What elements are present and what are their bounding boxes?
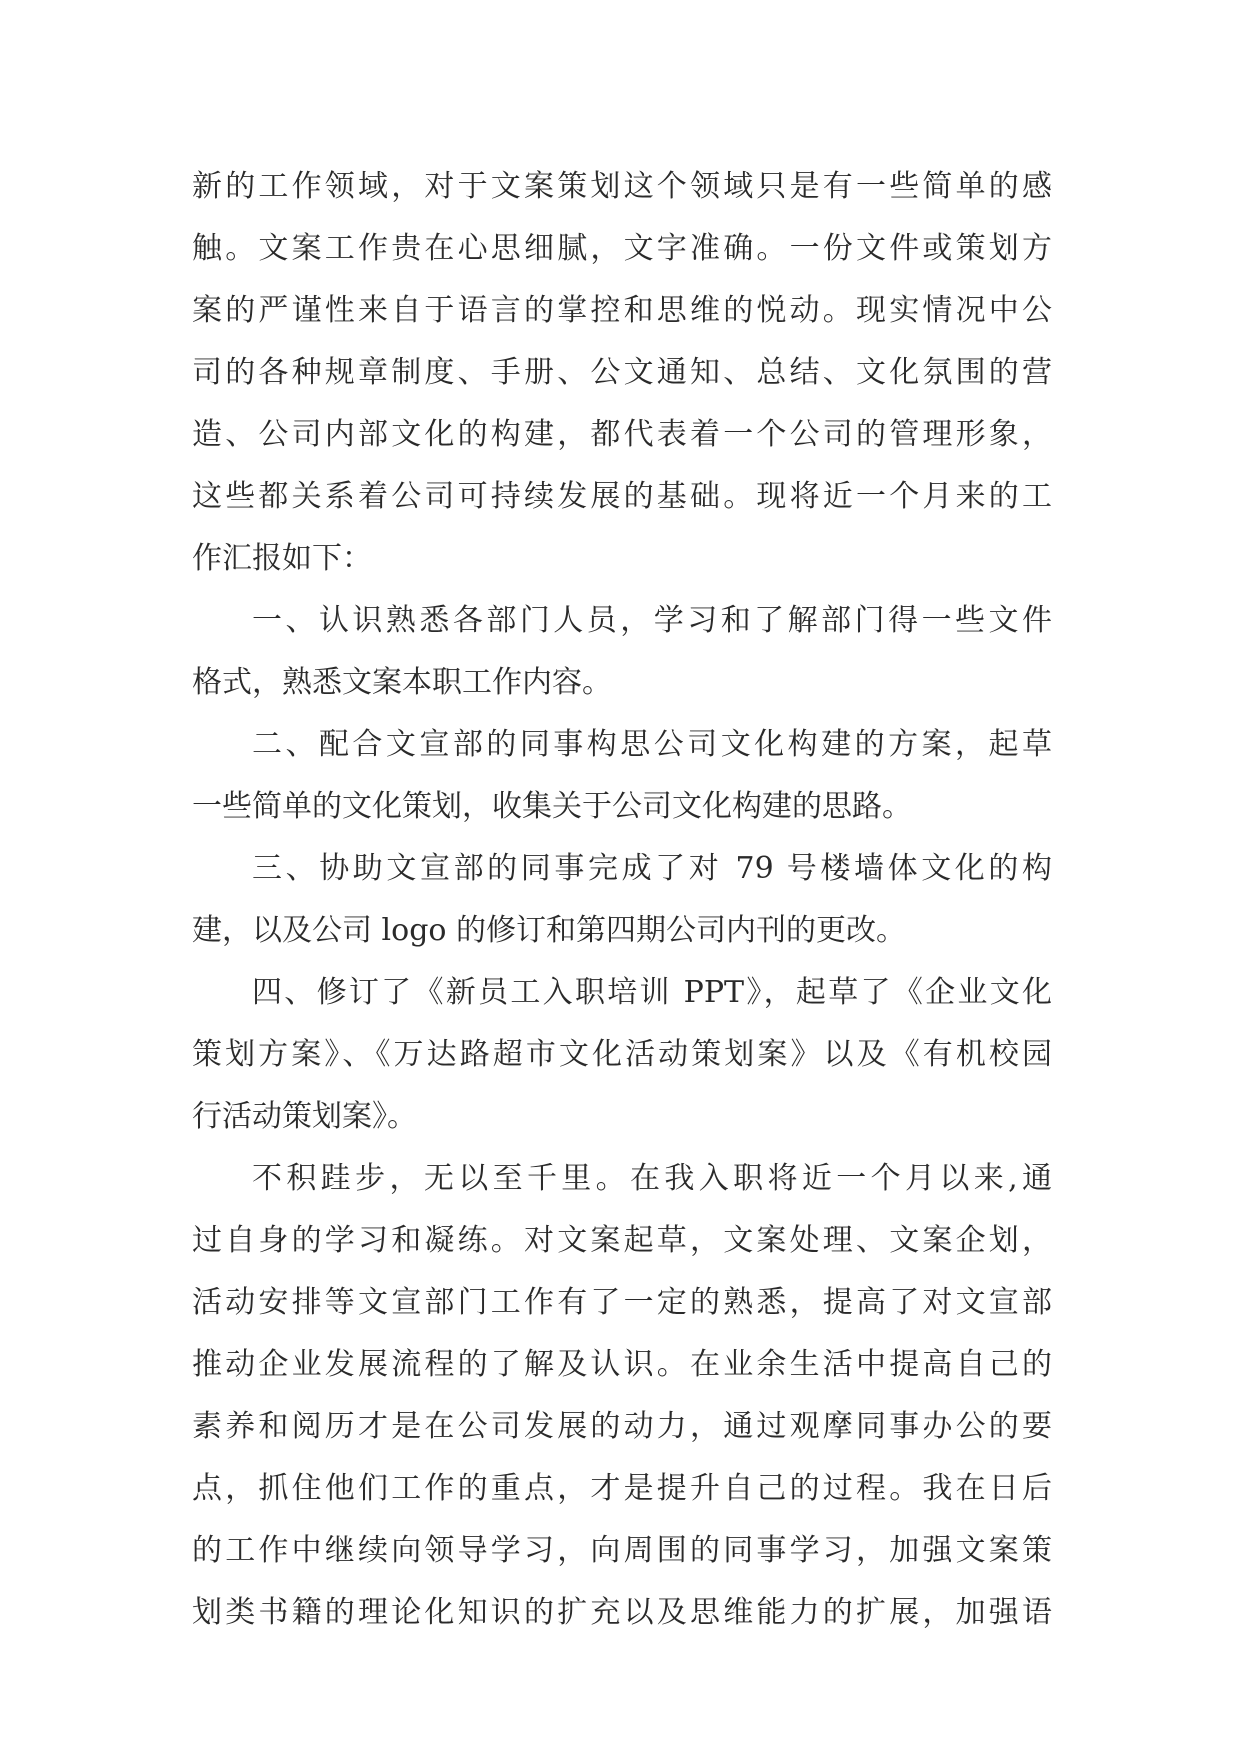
text-line: 一、认识熟悉各部门人员，学习和了解部门得一些文件 xyxy=(252,603,1052,638)
text-line: 不积跬步，无以至千里。在我入职将近一个月以来,通 xyxy=(252,1161,1052,1196)
text-line: 过自身的学习和凝练。对文案起草，文案处理、文案企划， xyxy=(192,1223,1052,1258)
text-line: 触。文案工作贵在心思细腻，文字准确。一份文件或策划方 xyxy=(192,231,1052,266)
text-line: 活动安排等文宣部门工作有了一定的熟悉，提高了对文宣部 xyxy=(192,1285,1052,1320)
text-line: 的工作中继续向领导学习，向周围的同事学习，加强文案策 xyxy=(192,1533,1052,1568)
text-line: 这些都关系着公司可持续发展的基础。现将近一个月来的工 xyxy=(192,479,1052,514)
text-line: 新的工作领域，对于文案策划这个领域只是有一些简单的感 xyxy=(192,169,1052,204)
text-line: 案的严谨性来自于语言的掌控和思维的悦动。现实情况中公 xyxy=(192,293,1052,328)
text-line: 建，以及公司 logo 的修订和第四期公司内刊的更改。 xyxy=(192,913,906,948)
text-line: 点，抓住他们工作的重点，才是提升自己的过程。我在日后 xyxy=(192,1471,1052,1506)
text-line: 划类书籍的理论化知识的扩充以及思维能力的扩展，加强语 xyxy=(192,1595,1052,1630)
text-line: 四、修订了《新员工入职培训 PPT》，起草了《企业文化 xyxy=(252,975,1052,1010)
text-line: 一些简单的文化策划，收集关于公司文化构建的思路。 xyxy=(192,789,912,824)
text-line: 素养和阅历才是在公司发展的动力，通过观摩同事办公的要 xyxy=(192,1409,1052,1444)
document-body xyxy=(192,156,1052,1644)
text-line: 二、配合文宣部的同事构思公司文化构建的方案，起草 xyxy=(252,727,1052,762)
text-line: 格式，熟悉文案本职工作内容。 xyxy=(192,665,612,700)
text-line: 作汇报如下： xyxy=(192,541,372,576)
text-line: 三、协助文宣部的同事完成了对 79 号楼墙体文化的构 xyxy=(252,851,1052,886)
text-line: 司的各种规章制度、手册、公文通知、总结、文化氛围的营 xyxy=(192,355,1052,390)
text-line: 推动企业发展流程的了解及认识。在业余生活中提高自己的 xyxy=(192,1347,1052,1382)
text-line: 行活动策划案》。 xyxy=(192,1099,417,1134)
text-line: 策划方案》、《万达路超市文化活动策划案》以及《有机校园 xyxy=(192,1037,1052,1072)
text-line: 造、公司内部文化的构建，都代表着一个公司的管理形象， xyxy=(192,417,1052,452)
